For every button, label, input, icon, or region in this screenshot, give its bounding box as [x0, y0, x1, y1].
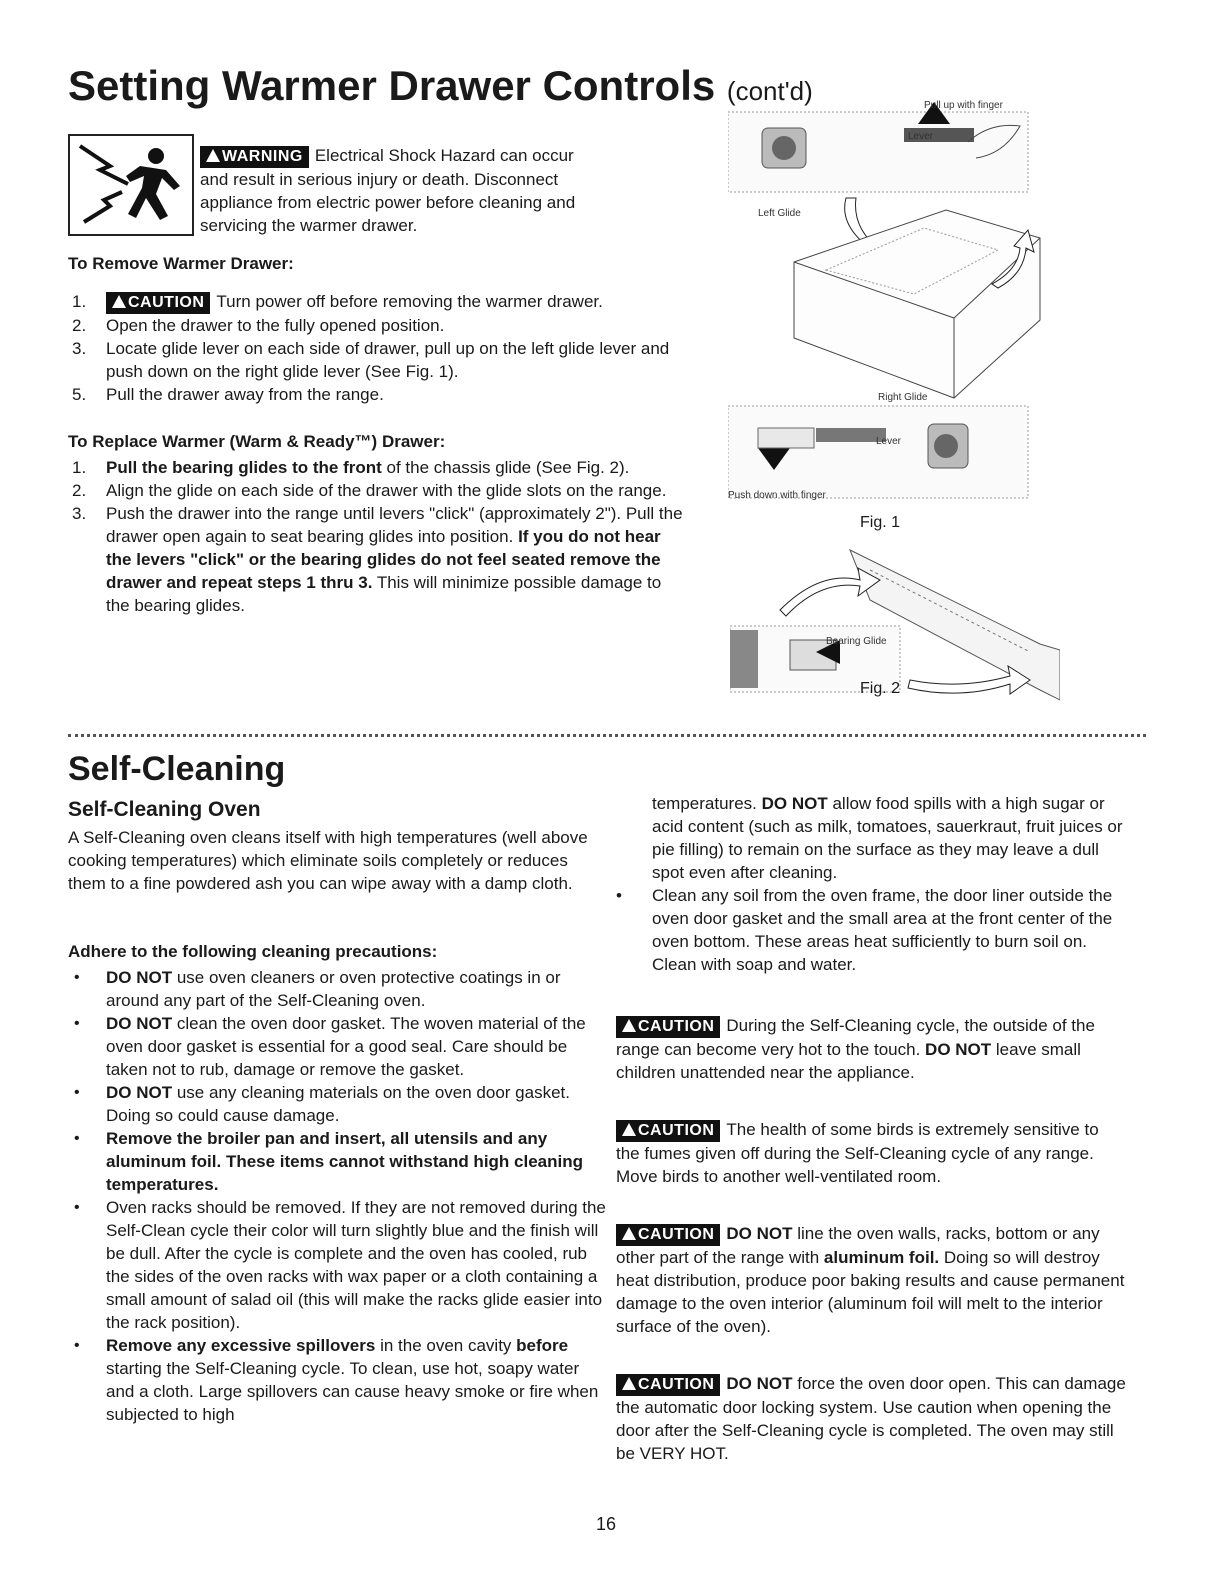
warning-text: Electrical Shock Hazard can occur and result in serious injury or death. Disconnect appliance from electric power before cleaning and servicing the warmer drawer.	[200, 146, 576, 235]
precautions-heading: Adhere to the following cleaning precautions:	[68, 942, 438, 961]
intro-paragraph: A Self-Cleaning oven cleans itself with high temperatures (well above cooking temperatures) which eliminate soils completely or reduces them to a fine powdered ash you can wipe away with a damp cloth.	[68, 828, 588, 893]
list-item: 2. Open the drawer to the fully opened position.	[72, 316, 445, 335]
section-title: Self-Cleaning	[68, 750, 286, 788]
section-divider	[68, 734, 1146, 737]
caution-badge: CAUTION	[106, 292, 210, 314]
precautions-list	[68, 966, 608, 1426]
pull-up-label: Pull up with finger	[924, 100, 1003, 111]
list-item: • DO NOT clean the oven door gasket. The woven material of the oven door gasket is essential for a good seal. Care should be taken not to rub, damage or remove the gasket.	[68, 1012, 608, 1081]
caution-badge: CAUTION	[616, 1224, 720, 1246]
caution-block-2: CAUTION The health of some birds is extremely sensitive to the fumes given off during the Self-Cleaning cycle of any range. Move birds to another well-ventilated room.	[616, 1120, 1099, 1186]
svg-text:Lever: Lever	[876, 436, 902, 447]
subsection-title: Self-Cleaning Oven	[68, 798, 261, 821]
warning-badge: WARNING	[200, 146, 309, 168]
caution-block-4: CAUTION DO NOT force the oven door open. This can damage the automatic door locking system. Use caution when opening the door after the Self-Cleaning cycle is completed. The oven may still be VERY HOT.	[616, 1374, 1126, 1463]
left-glide-label: Left Glide	[758, 208, 801, 219]
svg-text:Lever: Lever	[908, 131, 934, 142]
list-item: 1. CAUTION Turn power off before removing the warmer drawer.	[68, 290, 688, 314]
list-item: 3. Push the drawer into the range until levers "click" (approximately 2"). Pull the drawer open again to seat bearing glides into position. If you do not hear the levers "click" or the bearing glides do not feel seated remove the drawer and repeat steps 1 thru 3. This will minimize possible damage to the bearing glides.	[72, 504, 683, 615]
caution-badge: CAUTION	[616, 1374, 720, 1396]
shock-hazard-icon	[68, 134, 194, 236]
fig-1-label: Fig. 1	[860, 514, 901, 531]
replace-steps	[68, 456, 688, 617]
list-item: • Clean any soil from the oven frame, the door liner outside the oven door gasket and the small area at the front center of the oven bottom. These areas heat sufficiently to burn soil on. Clean with soap and water.	[616, 886, 1113, 974]
right-glide-label: Right Glide	[878, 392, 928, 403]
page-number: 16	[596, 1514, 617, 1534]
list-item: • DO NOT use oven cleaners or oven protective coatings in or around any part of the Self-Cleaning oven.	[68, 966, 608, 1012]
title-suffix: (cont'd)	[726, 76, 813, 106]
list-item: • Remove any excessive spillovers in the oven cavity before starting the Self-Cleaning cycle. To clean, use hot, soapy water and a cloth. Large spillovers can cause heavy smoke or fire when subjected to high	[68, 1334, 608, 1426]
caution-block-1: CAUTION During the Self-Cleaning cycle, the outside of the range can become very hot to the touch. DO NOT leave small children unattended near the appliance.	[616, 1016, 1095, 1082]
list-item: 1. Pull the bearing glides to the front of the chassis glide (See Fig. 2).	[72, 458, 630, 477]
remove-heading: To Remove Warmer Drawer:	[68, 254, 294, 273]
caution-block-3: CAUTION DO NOT line the oven walls, racks, bottom or any other part of the range with aluminum foil. Doing so will destroy heat distribution, produce poor baking results and cause permanent damage to the oven interior (aluminum foil will melt to the interior surface of the oven).	[616, 1224, 1125, 1336]
list-item: 2. Align the glide on each side of the drawer with the glide slots on the range.	[72, 481, 667, 500]
fig-2-label: Fig. 2	[860, 680, 901, 697]
replace-heading: To Replace Warmer (Warm & Ready™) Drawer:	[68, 432, 446, 451]
list-item: • DO NOT use any cleaning materials on the oven door gasket. Doing so could cause damage.	[68, 1081, 608, 1127]
figure-1	[728, 98, 1048, 518]
list-item: 3. Locate glide lever on each side of drawer, pull up on the left glide lever and push down on the right glide lever (See Fig. 1).	[72, 339, 670, 381]
page-title: Setting Warmer Drawer Controls (cont'd)	[68, 62, 813, 109]
bearing-glide-label: Bearing Glide	[826, 636, 887, 647]
push-down-label: Push down with finger	[728, 490, 826, 501]
list-item: • Oven racks should be removed. If they are not removed during the Self-Clean cycle their color will turn slightly blue and the finish will be dull. After the cycle is complete and the oven has cooled, rub the sides of the oven racks with wax paper or a cloth containing a small amount of salad oil (this will make the racks glide easier into the rack position).	[68, 1196, 608, 1334]
right-column	[616, 792, 1126, 1465]
remove-steps	[68, 290, 688, 406]
list-item: 5. Pull the drawer away from the range.	[72, 385, 384, 404]
caution-badge: CAUTION	[616, 1120, 720, 1142]
caution-badge: CAUTION	[616, 1016, 720, 1038]
warning-block	[200, 144, 600, 237]
list-item: temperatures. DO NOT allow food spills with a high sugar or acid content (such as milk, tomatoes, sauerkraut, fruit juices or pie filling) to remain on the surface as they may leave a dull spot even after cleaning.	[652, 794, 1123, 882]
list-item: • Remove the broiler pan and insert, all utensils and any aluminum foil. These items cannot withstand high cleaning temperatures.	[68, 1127, 608, 1196]
